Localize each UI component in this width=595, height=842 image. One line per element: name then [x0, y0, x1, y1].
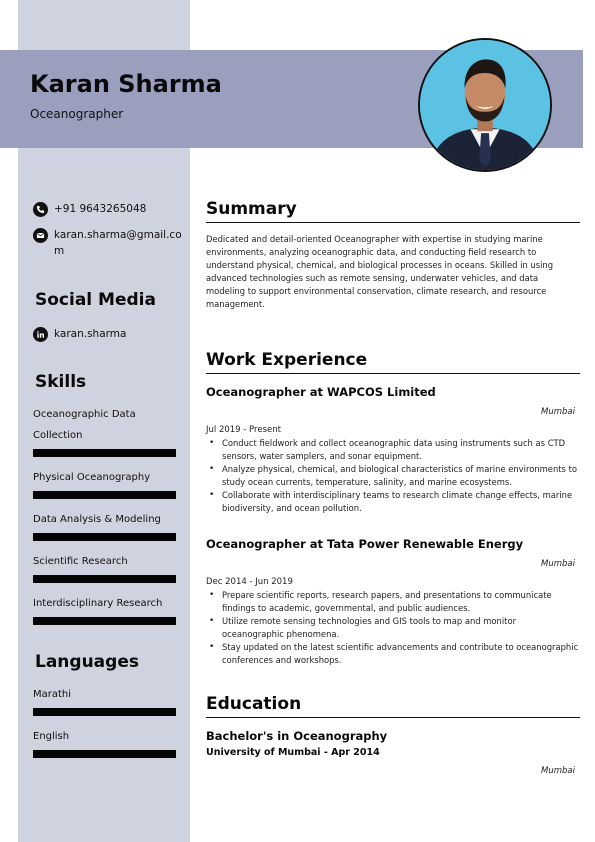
skill-level-bar — [33, 617, 176, 625]
language-level-fill — [33, 750, 176, 758]
work-experience-divider — [206, 373, 580, 374]
education-divider — [206, 717, 580, 718]
job-bullet: • Conduct fieldwork and collect oceanographic data using instruments such as CTD sensors, water samplers, and sonar equipment. — [206, 437, 580, 463]
job-location: Mumbai — [541, 559, 575, 569]
job-bullet: • Stay updated on the latest scientific advancements and contribute to oceanographic conferences and workshops. — [206, 641, 580, 667]
work-experience-heading: Work Experience — [206, 350, 368, 370]
skill-level-fill — [33, 491, 176, 499]
job-location: Mumbai — [541, 407, 575, 417]
language-label: Marathi — [33, 689, 72, 700]
contact-phone[interactable] — [33, 202, 146, 217]
linkedin-handle: karan.sharma — [54, 328, 127, 340]
summary-divider — [206, 222, 580, 223]
skill-level-fill — [33, 449, 176, 457]
skill-label: Interdisciplinary Research — [33, 598, 163, 609]
email-address: karan.sharma@gmail.co m — [54, 229, 182, 257]
job-dates: Jul 2019 - Present — [206, 425, 281, 435]
skill-level-bar — [33, 533, 176, 541]
skill-label: Oceanographic Data Collection — [33, 409, 136, 441]
education-location: Mumbai — [541, 766, 575, 776]
contact-email[interactable] — [33, 228, 182, 259]
skill-level-fill — [33, 533, 176, 541]
social-media-heading: Social Media — [35, 290, 156, 310]
candidate-name: Karan Sharma — [30, 70, 222, 98]
job-title: Oceanographer at WAPCOS Limited — [206, 385, 436, 399]
job-bullet: • Utilize remote sensing technologies and GIS tools to map and monitor oceanographic phenomena. — [206, 615, 580, 641]
skill-label: Data Analysis & Modeling — [33, 514, 161, 525]
skill-level-bar — [33, 575, 176, 583]
language-label: English — [33, 731, 70, 742]
skill-label: Physical Oceanography — [33, 472, 151, 483]
language-level-fill — [33, 708, 176, 716]
job-title: Oceanographer at Tata Power Renewable Energy — [206, 537, 524, 551]
skill-level-bar — [33, 491, 176, 499]
job-bullets — [206, 589, 580, 667]
phone-icon — [33, 202, 48, 217]
languages-heading: Languages — [35, 652, 139, 672]
summary-text: Dedicated and detail-oriented Oceanographer with expertise in studying marine environments, analyzing oceanographic data, and conducting field research to understand physical, chemical, and biological processes in oceans. Skilled in using advanced technologies such as remote sensing, underwater vehicles, and data modeling to support environmental conservation, climate research, and resource management. — [206, 234, 554, 309]
skill-level-fill — [33, 617, 176, 625]
job-dates: Dec 2014 - Jun 2019 — [206, 577, 293, 587]
linkedin-link[interactable] — [33, 327, 126, 342]
profile-photo — [418, 38, 552, 172]
profile-photo-illustration — [420, 40, 550, 170]
skill-label: Scientific Research — [33, 556, 128, 567]
degree-title: Bachelor's in Oceanography — [206, 729, 388, 743]
job-bullet: • Prepare scientific reports, research papers, and presentations to communicate findings to academic, governmental, and public audiences. — [206, 589, 580, 615]
skills-heading: Skills — [35, 372, 87, 392]
language-level-bar — [33, 750, 176, 758]
phone-number: +91 9643265048 — [54, 203, 147, 215]
candidate-title: Oceanographer — [30, 107, 124, 121]
linkedin-icon — [33, 327, 48, 342]
university-name: University of Mumbai - Apr 2014 — [206, 747, 380, 758]
summary-heading: Summary — [206, 199, 297, 219]
job-bullets — [206, 437, 580, 515]
job-bullet: • Analyze physical, chemical, and biological characteristics of marine environments to study ocean currents, temperature, salinity, and marine ecosystems. — [206, 463, 580, 489]
job-bullet: • Collaborate with interdisciplinary teams to research climate change effects, marine biodiversity, and ocean pollution. — [206, 489, 580, 515]
skill-level-fill — [33, 575, 176, 583]
skill-level-bar — [33, 449, 176, 457]
language-level-bar — [33, 708, 176, 716]
education-heading: Education — [206, 694, 302, 714]
email-icon — [33, 228, 48, 243]
